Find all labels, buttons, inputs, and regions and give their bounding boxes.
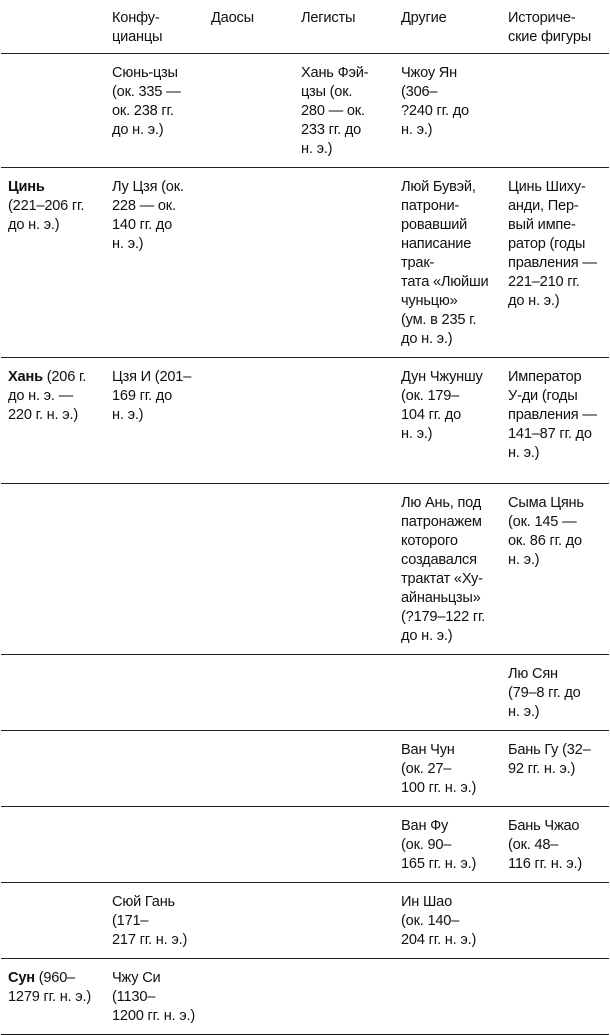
era-cell	[1, 731, 107, 807]
table-row	[1, 484, 609, 655]
table-row	[1, 358, 609, 484]
header-figures	[503, 2, 609, 54]
daoists-cell	[206, 883, 296, 959]
header-era	[1, 2, 107, 54]
others-cell: Лю Ань, под патронажем которого создавался трактат «Ху- айнаньцзы» (?179–122 гг. до н. э.)	[396, 484, 503, 655]
confucians-cell: Чжу Си (1130– 1200 гг. н. э.)	[107, 959, 206, 1035]
confucians-cell	[107, 484, 206, 655]
philosophers-table	[1, 2, 609, 1035]
legists-cell	[296, 358, 396, 484]
figures-cell: Сыма Цянь (ок. 145 — ок. 86 гг. до н. э.)	[503, 484, 609, 655]
era-dates: (221–206 гг. до н. э.)	[8, 198, 85, 233]
daoists-cell	[206, 731, 296, 807]
era-dates: (206 г. до н. э. — 220 г. н. э.)	[8, 369, 87, 423]
era-dates: (960– 1279 гг. н. э.)	[8, 970, 92, 1005]
table-row	[1, 883, 609, 959]
header-daoists-text: Даосы	[211, 10, 254, 26]
legists-cell	[296, 807, 396, 883]
header-legists	[296, 2, 396, 54]
others-cell	[396, 959, 503, 1035]
era-name: Цинь	[8, 179, 45, 195]
table-row	[1, 959, 609, 1035]
legists-cell	[296, 959, 396, 1035]
header-confucians-text: Конфу- цианцы	[112, 10, 163, 45]
figures-cell: Бань Чжао (ок. 48– 116 гг. н. э.)	[503, 807, 609, 883]
confucians-cell: Цзя И (201– 169 гг. до н. э.)	[107, 358, 206, 484]
daoists-cell	[206, 959, 296, 1035]
daoists-cell	[206, 358, 296, 484]
others-cell: Ван Чун (ок. 27– 100 гг. н. э.)	[396, 731, 503, 807]
era-cell	[1, 883, 107, 959]
era-cell	[1, 655, 107, 731]
others-cell: Ин Шао (ок. 140– 204 гг. н. э.)	[396, 883, 503, 959]
era-cell	[1, 358, 107, 484]
era-cell	[1, 54, 107, 168]
figures-cell: Цинь Шиху- анди, Пер- вый импе- ратор (годы правления — 221–210 гг. до н. э.)	[503, 168, 609, 358]
daoists-cell	[206, 168, 296, 358]
legists-cell	[296, 655, 396, 731]
others-cell: Люй Бувэй, патрони- ровавший написание трак- тата «Люйши чуньцю» (ум. в 235 г. до н. э.)	[396, 168, 503, 358]
era-cell	[1, 959, 107, 1035]
daoists-cell	[206, 807, 296, 883]
table-row	[1, 54, 609, 168]
header-figures-text: Историче- ские фигуры	[508, 10, 592, 45]
figures-cell	[503, 959, 609, 1035]
legists-cell	[296, 484, 396, 655]
header-row	[1, 2, 609, 54]
table-row	[1, 168, 609, 358]
others-cell	[396, 655, 503, 731]
others-cell: Дун Чжуншу (ок. 179– 104 гг. до н. э.)	[396, 358, 503, 484]
era-cell	[1, 168, 107, 358]
figures-cell	[503, 54, 609, 168]
table-row	[1, 655, 609, 731]
header-others-text: Другие	[401, 10, 447, 26]
legists-cell	[296, 168, 396, 358]
figures-cell: Император У-ди (годы правления — 141–87 гг. до н. э.)	[503, 358, 609, 484]
header-daoists	[206, 2, 296, 54]
others-cell: Ван Фу (ок. 90– 165 гг. н. э.)	[396, 807, 503, 883]
daoists-cell	[206, 54, 296, 168]
figures-cell	[503, 883, 609, 959]
confucians-cell: Сюй Гань (171– 217 гг. н. э.)	[107, 883, 206, 959]
confucians-cell	[107, 807, 206, 883]
era-name: Сун	[8, 970, 35, 986]
daoists-cell	[206, 484, 296, 655]
legists-cell	[296, 883, 396, 959]
era-cell	[1, 807, 107, 883]
confucians-cell	[107, 731, 206, 807]
header-others	[396, 2, 503, 54]
header-legists-text: Легисты	[301, 10, 356, 26]
confucians-cell	[107, 655, 206, 731]
legists-cell	[296, 731, 396, 807]
figures-cell: Лю Сян (79–8 гг. до н. э.)	[503, 655, 609, 731]
confucians-cell: Сюнь-цзы (ок. 335 — ок. 238 гг. до н. э.)	[107, 54, 206, 168]
era-name: Хань	[8, 369, 43, 385]
confucians-cell: Лу Цзя (ок. 228 — ок. 140 гг. до н. э.)	[107, 168, 206, 358]
others-cell: Чжоу Ян (306– ?240 гг. до н. э.)	[396, 54, 503, 168]
table-row	[1, 807, 609, 883]
daoists-cell	[206, 655, 296, 731]
era-cell	[1, 484, 107, 655]
legists-cell: Хань Фэй- цзы (ок. 280 — ок. 233 гг. до н. э.)	[296, 54, 396, 168]
header-confucians	[107, 2, 206, 54]
figures-cell: Бань Гу (32– 92 гг. н. э.)	[503, 731, 609, 807]
table-row	[1, 731, 609, 807]
